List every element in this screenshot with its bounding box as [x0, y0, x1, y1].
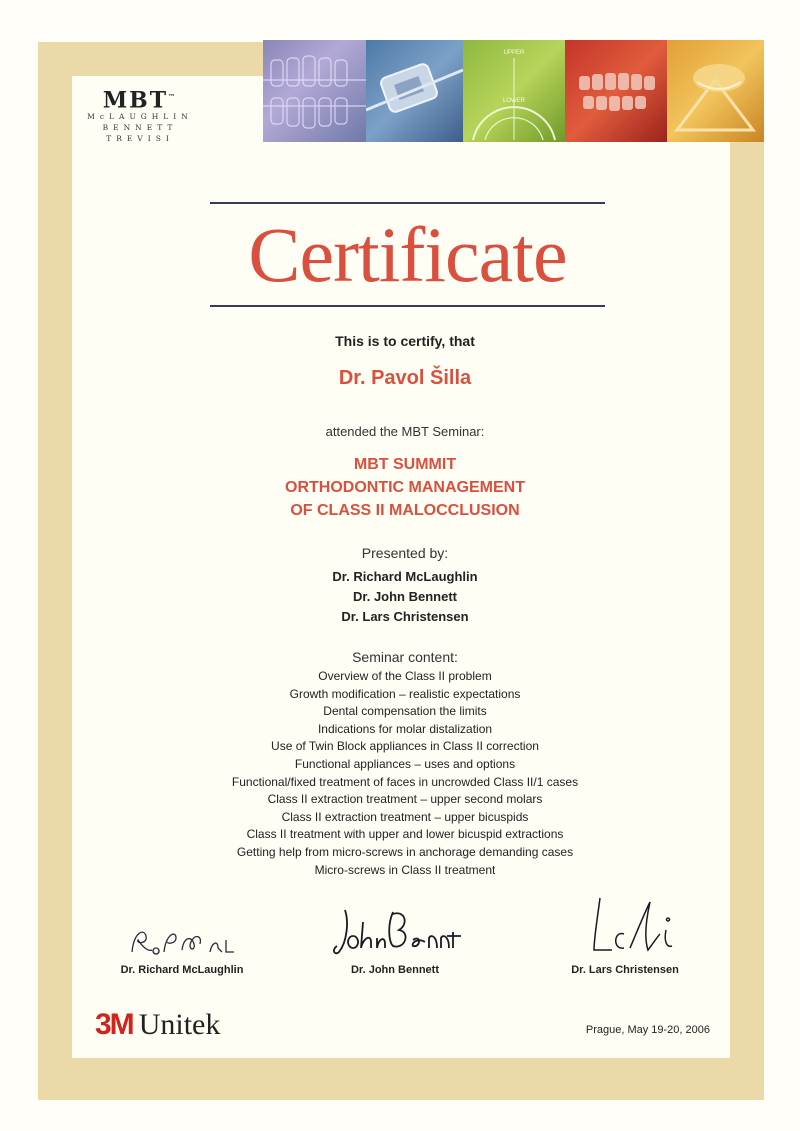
articulator-image [667, 40, 764, 142]
photo-articulator [667, 40, 764, 142]
bracket-image [366, 40, 463, 142]
content-item: Class II treatment with upper and lower bicuspid extractions [246, 827, 564, 842]
logo-line-1: McLAUGHLIN [87, 112, 193, 122]
logo-tm: ™ [168, 92, 178, 101]
dial-label-upper: UPPER [503, 50, 525, 56]
presented-by-label: Presented by: [361, 545, 449, 561]
teeth-diagram-image [263, 40, 366, 142]
photo-dial [463, 40, 565, 142]
content-item: Growth modification – realistic expectations [289, 686, 521, 701]
attended-text: attended the MBT Seminar: [325, 424, 485, 439]
handwritten-signature-mclaughlin [122, 922, 242, 960]
seminar-content-label: Seminar content: [352, 649, 458, 665]
seminar-title-line: OF CLASS II MALOCCLUSION [290, 502, 520, 519]
content-item: Functional/fixed treatment of faces in uncrowded Class II/1 cases [231, 774, 579, 789]
place-and-date: Prague, May 19-20, 2006 [585, 1024, 710, 1036]
content-item: Overview of the Class II problem [318, 669, 492, 683]
dial-label-lower: LOWER [502, 98, 526, 104]
content-item: Micro-screws in Class II treatment [314, 862, 496, 877]
brand-word: Unitek [138, 1008, 221, 1041]
content-item: Use of Twin Block appliances in Class II correction [271, 739, 539, 754]
presenter-name: Dr. Richard McLaughlin [332, 569, 478, 584]
3m-unitek-logo [95, 1008, 220, 1042]
handwritten-signature-christensen [560, 894, 690, 960]
logo-line-3: TREVISI [106, 134, 174, 144]
logo-line-2: BENNETT [102, 123, 178, 133]
content-item: Class II extraction treatment – upper bicuspids [281, 809, 529, 824]
presenters-list [80, 567, 730, 627]
content-item: Functional appliances – uses and options [294, 756, 516, 771]
signatory-name: Dr. John Bennett [350, 964, 439, 976]
recipient-name: Dr. Pavol Šilla [338, 367, 472, 389]
seminar-content-list [80, 668, 730, 879]
seminar-title-line: ORTHODONTIC MANAGEMENT [285, 479, 525, 496]
photo-dental-cast [565, 40, 667, 142]
photo-strip [263, 40, 764, 142]
signature-block-christensen [535, 894, 715, 976]
presenter-name: Dr. Lars Christensen [341, 609, 469, 624]
title-rule-bottom [210, 305, 605, 307]
photo-bracket [366, 40, 463, 142]
photo-dental-xray [263, 40, 366, 142]
certificate-title: Certificate [248, 211, 567, 298]
signatory-name: Dr. Richard McLaughlin [120, 964, 244, 976]
content-item: Class II extraction treatment – upper second molars [267, 792, 543, 807]
dial-gauge-image [463, 40, 565, 142]
teeth-cast-image [565, 40, 667, 142]
signature-block-bennett [305, 902, 485, 976]
seminar-title [80, 453, 730, 522]
brand-mark: 3M [95, 1008, 133, 1041]
logo-main-text: MBT [102, 87, 169, 114]
content-item: Getting help from micro-screws in anchorage demanding cases [236, 844, 574, 859]
handwritten-signature-bennett [325, 902, 465, 960]
presenter-name: Dr. John Bennett [352, 589, 457, 604]
signature-block-mclaughlin [92, 922, 272, 976]
signatory-name: Dr. Lars Christensen [571, 964, 679, 976]
content-item: Indications for molar distalization [317, 721, 493, 736]
seminar-title-line: MBT SUMMIT [353, 456, 457, 473]
mbt-logo [80, 86, 200, 148]
certify-text: This is to certify, that [335, 333, 475, 349]
title-rule-top [210, 202, 605, 204]
content-item: Dental compensation the limits [323, 704, 487, 719]
